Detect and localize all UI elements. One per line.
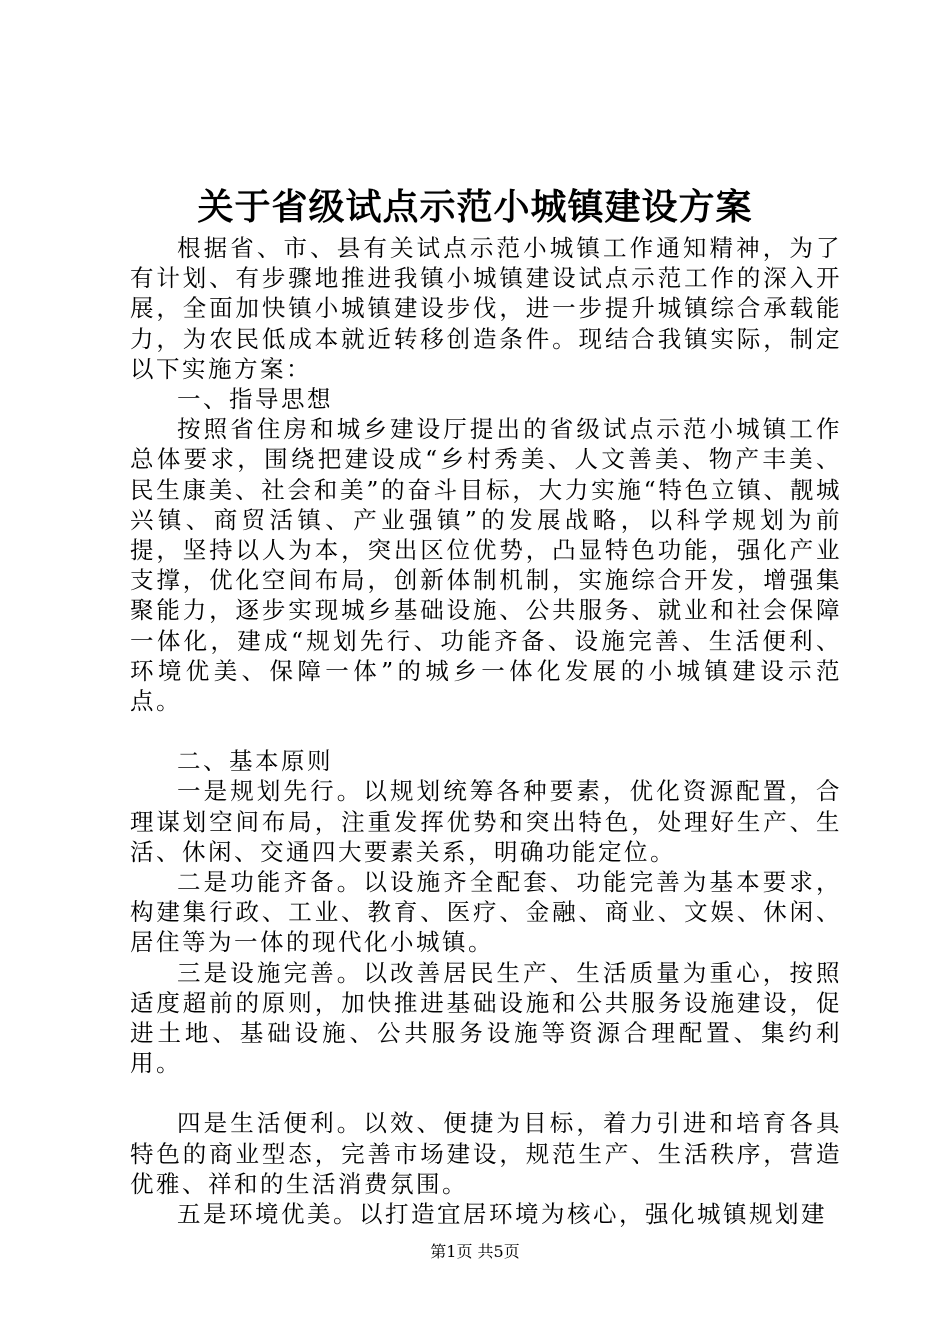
document-body (130, 233, 842, 1229)
paragraph-principle-4: 四是生活便利。以效、便捷为目标，着力引进和培育各具特色的商业型态，完善市场建设，规范生产、生活秩序，营造优雅、祥和的生活消费氛围。 (130, 1109, 842, 1198)
paragraph-guiding-ideology: 按照省住房和城乡建设厅提出的省级试点示范小城镇工作总体要求，围绕把建设成“乡村秀美、人文善美、物产丰美、民生康美、社会和美”的奋斗目标，大力实施“特色立镇、靓城兴镇、商贸活镇、产业强镇”的发展战略，以科学规划为前提，坚持以人为本，突出区位优势，凸显特色功能，强化产业支撑，优化空间布局，创新体制机制，实施综合开发，增强集聚能力，逐步实现城乡基础设施、公共服务、就业和社会保障一体化，建成“规划先行、功能齐备、设施完善、生活便利、环境优美、保障一体”的城乡一体化发展的小城镇建设示范点。 (130, 415, 842, 716)
paragraph-principle-1: 一是规划先行。以规划统筹各种要素，优化资源配置，合理谋划空间布局，注重发挥优势和突出特色，处理好生产、生活、休闲、交通四大要素关系，明确功能定位。 (130, 777, 842, 866)
document-title: 关于省级试点示范小城镇建设方案 (197, 187, 753, 228)
paragraph-intro: 根据省、市、县有关试点示范小城镇工作通知精神，为了有计划、有步骤地推进我镇小城镇建设试点示范工作的深入开展，全面加快镇小城镇建设步伐，进一步提升城镇综合承载能力，为农民低成本就近转移创造条件。现结合我镇实际，制定以下实施方案： (130, 234, 842, 383)
paragraph-principle-5: 五是环境优美。以打造宜居环境为核心，强化城镇规划建 (177, 1200, 827, 1229)
heading-guiding-ideology: 一、指导思想 (177, 385, 333, 414)
paragraph-principle-3: 三是设施完善。以改善居民生产、生活质量为重心，按照适度超前的原则，加快推进基础设施和公共服务设施建设，促进土地、基础设施、公共服务设施等资源合理配置、集约利用。 (130, 958, 842, 1078)
page-number-footer: 第1页 共5页 (430, 1242, 520, 1261)
paragraph-principle-2: 二是功能齐备。以设施齐全配套、功能完善为基本要求，构建集行政、工业、教育、医疗、金融、商业、文娱、休闲、居住等为一体的现代化小城镇。 (130, 868, 842, 957)
heading-basic-principles: 二、基本原则 (177, 747, 333, 776)
